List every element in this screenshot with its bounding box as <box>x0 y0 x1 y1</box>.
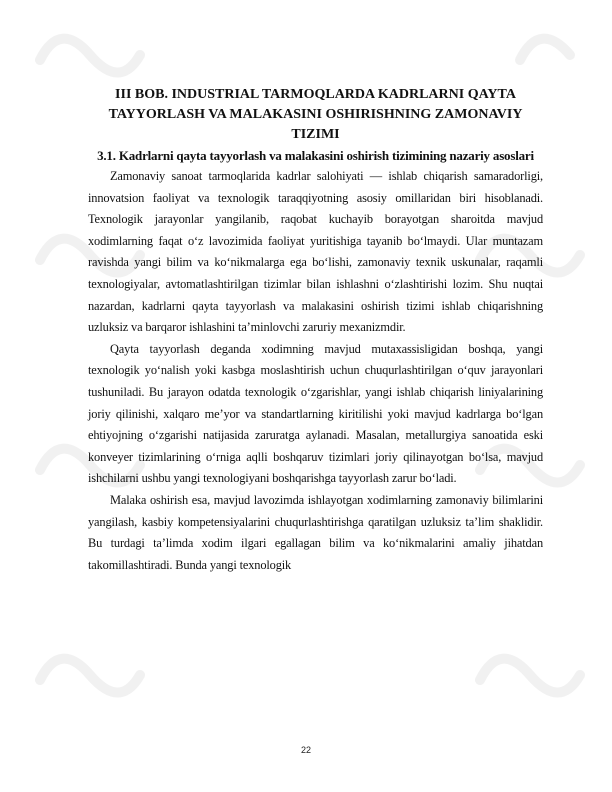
paragraph: Malaka oshirish esa, mavjud lavozimda ishlayotgan xodimlarning zamonaviy bilimlarini yangilash, kasbiy kompetensiyalarini chuqurlashtirishga qaratilgan uzluksiz ta’lim shaklidir. Bu turdagi ta’limda xodim ilgari egallagan bilim va ko‘nikmalarini amaliy jihatdan takomillashtiradi. Bunda yangi texnologik <box>88 492 543 572</box>
document-body <box>88 85 543 576</box>
section-title: 3.1. Kadrlarni qayta tayyorlash va malakasini oshirish tizimining nazariy asoslari <box>97 148 534 163</box>
chapter-title: III BOB. INDUSTRIAL TARMOQLARDA KADRLARNI QAYTA TAYYORLASH VA MALAKASINI OSHIRISHNING ZAMONAVIY TIZIMI <box>108 87 523 142</box>
page-number: 22 <box>300 745 311 755</box>
paragraph: Zamonaviy sanoat tarmoqlarida kadrlar salohiyati — ishlab chiqarish samaradorligi, innovatsion faoliyat va texnologik taraqqiyotning asosiy omillaridan biri hisoblanadi. Texnologik jarayonlar yangilanib, raqobat kuchayib borayotgan sharoitda mavjud xodimlarning faqat o‘z lavozimida faoliyat yuritishiga tayanib bo‘lmaydi. Ular muntazam ravishda yangi bilim va ko‘nikmalarga ega bo‘lishi, zamonaviy texnik uskunalar, raqamli texnologiyalar, avtomatlashtirilgan tizimlar bilan ishlashni o‘zlashtirishi lozim. Shu nuqtai nazardan, kadrlarni qayta tayyorlash va malakasini oshirish tizimi ishlab chiqarishning uzluksiz va barqaror ishlashini ta’minlovchi zaruriy mexanizmdir. <box>88 169 543 335</box>
paragraph: Qayta tayyorlash deganda xodimning mavjud mutaxassisligidan boshqa, yangi texnologik yo‘nalish yoki kasbga moslashtirish uchun chuqurlashtirilgan o‘quv jarayonlari tushuniladi. Bu jarayon odatda texnologik o‘zgarishlar, yangi ishlab chiqarish liniyalarining joriy qilinishi, xalqaro me’yor va standartlarning kiritilishi yoki mavjud kadrlarga bo‘lgan ehtiyojning o‘zgarishi natijasida zaruratga aylanadi. Masalan, metallurgiya sanoatida eski konveyer tizimlarining o‘rniga aqlli boshqaruv tizimlari joriy qilinayotgan bo‘lsa, mavjud ishchilarni ushbu yangi texnologiyani boshqarishga tayyorlash zarur bo‘ladi. <box>88 341 543 486</box>
